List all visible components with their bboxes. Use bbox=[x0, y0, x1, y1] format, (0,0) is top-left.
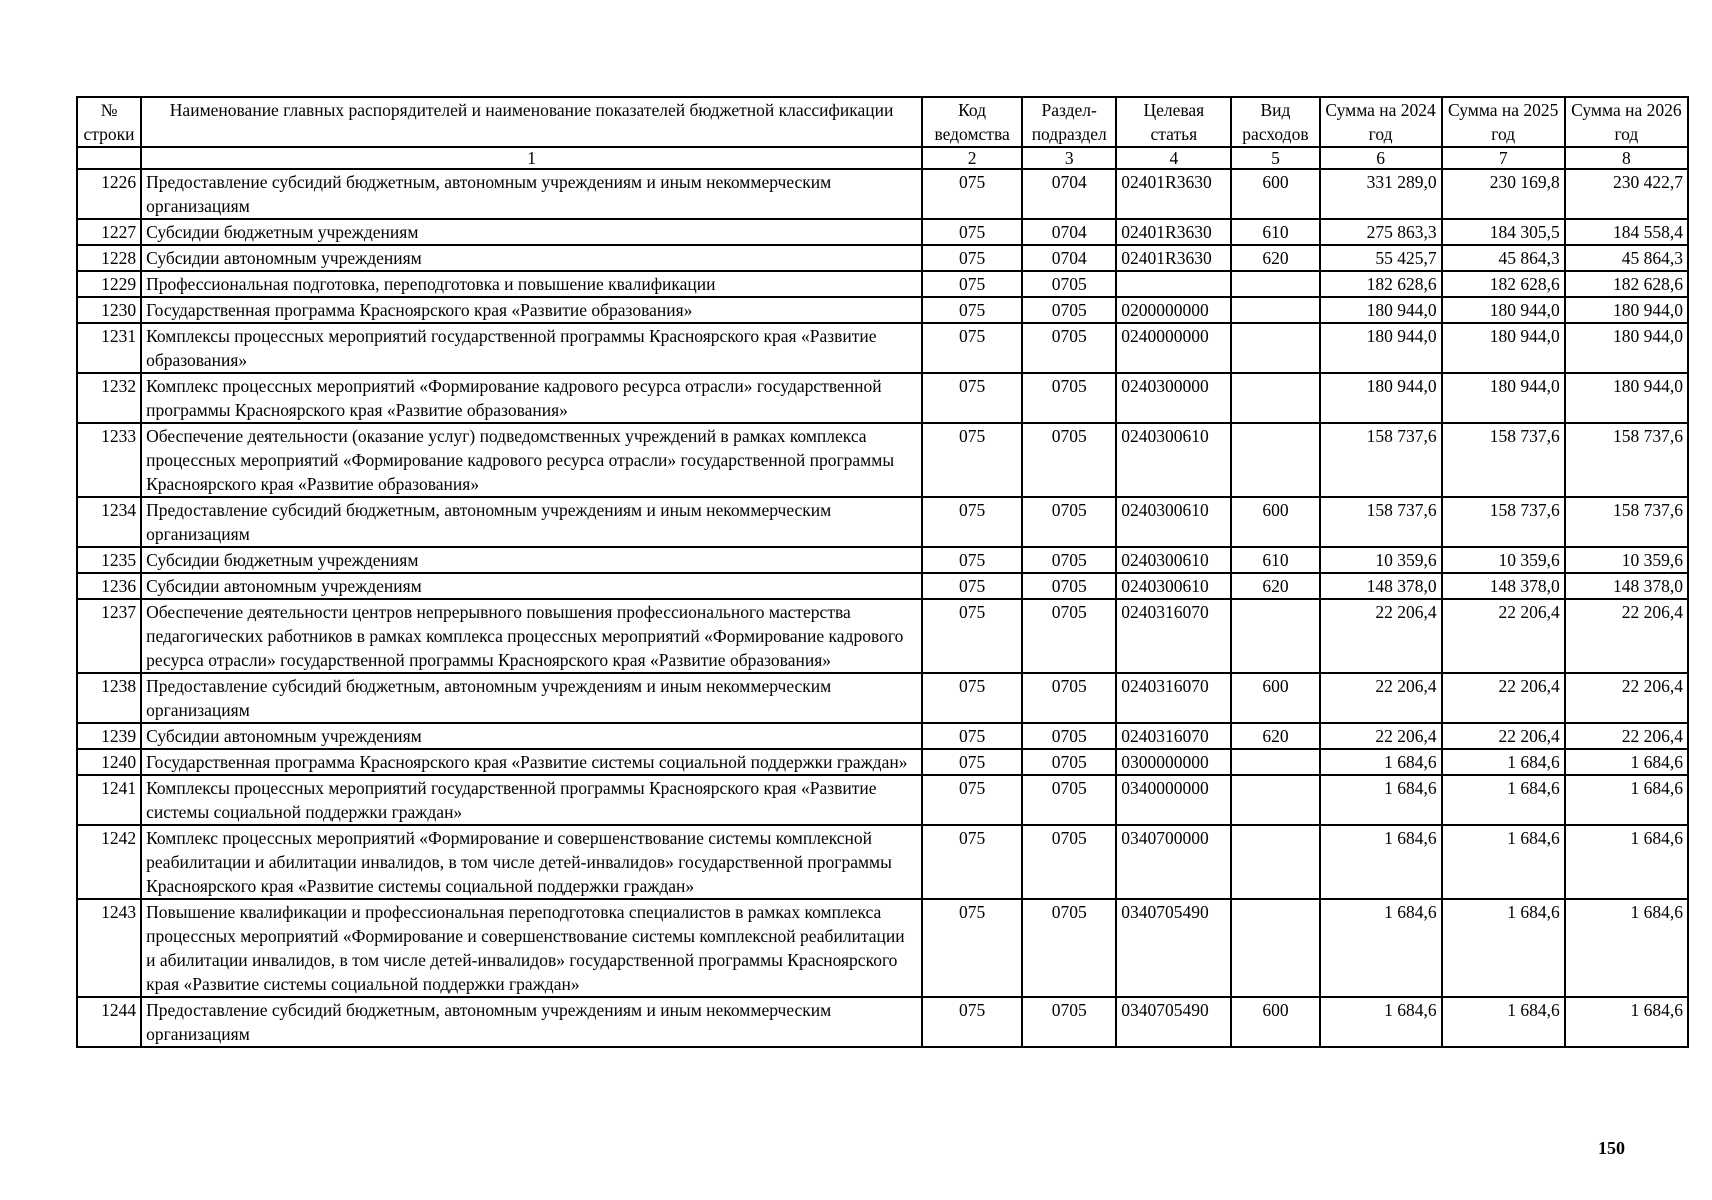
row-code: 075 bbox=[922, 547, 1022, 573]
row-section: 0705 bbox=[1022, 497, 1116, 547]
table-row bbox=[77, 297, 1688, 323]
row-section: 0705 bbox=[1022, 673, 1116, 723]
row-sum-2025: 10 359,6 bbox=[1442, 547, 1565, 573]
row-sum-2026: 180 944,0 bbox=[1565, 373, 1688, 423]
table-row bbox=[77, 497, 1688, 547]
row-name: Обеспечение деятельности (оказание услуг) подведомственных учреждений в рамках комплекса процессных мероприятий «Формирование кадрового ресурса отрасли» государственной программы Красноярского края «Развитие образования» bbox=[141, 423, 922, 497]
row-sum-2025: 230 169,8 bbox=[1442, 169, 1565, 219]
row-sum-2025: 158 737,6 bbox=[1442, 423, 1565, 497]
row-article: 0240000000 bbox=[1116, 323, 1231, 373]
row-sum-2024: 55 425,7 bbox=[1320, 245, 1442, 271]
row-sum-2026: 158 737,6 bbox=[1565, 497, 1688, 547]
row-article: 0200000000 bbox=[1116, 297, 1231, 323]
row-code: 075 bbox=[922, 775, 1022, 825]
row-sum-2026: 1 684,6 bbox=[1565, 997, 1688, 1047]
row-sum-2026: 180 944,0 bbox=[1565, 297, 1688, 323]
row-type bbox=[1231, 749, 1319, 775]
row-type bbox=[1231, 271, 1319, 297]
row-sum-2026: 184 558,4 bbox=[1565, 219, 1688, 245]
row-type: 600 bbox=[1231, 497, 1319, 547]
row-sum-2026: 45 864,3 bbox=[1565, 245, 1688, 271]
row-sum-2025: 148 378,0 bbox=[1442, 573, 1565, 599]
row-section: 0705 bbox=[1022, 573, 1116, 599]
row-number: 1227 bbox=[77, 219, 141, 245]
row-article: 0240316070 bbox=[1116, 599, 1231, 673]
row-sum-2024: 10 359,6 bbox=[1320, 547, 1442, 573]
row-number: 1229 bbox=[77, 271, 141, 297]
row-number: 1226 bbox=[77, 169, 141, 219]
row-section: 0705 bbox=[1022, 373, 1116, 423]
row-name: Комплексы процессных мероприятий государственной программы Красноярского края «Развитие системы социальной поддержки граждан» bbox=[141, 775, 922, 825]
row-sum-2026: 158 737,6 bbox=[1565, 423, 1688, 497]
row-type: 610 bbox=[1231, 219, 1319, 245]
row-article: 0240300610 bbox=[1116, 423, 1231, 497]
row-type bbox=[1231, 599, 1319, 673]
row-number: 1231 bbox=[77, 323, 141, 373]
table-row bbox=[77, 323, 1688, 373]
row-article: 0300000000 bbox=[1116, 749, 1231, 775]
header-name: Наименование главных распорядителей и наименование показателей бюджетной классификации bbox=[141, 97, 922, 147]
row-name: Государственная программа Красноярского края «Развитие системы социальной поддержки граждан» bbox=[141, 749, 922, 775]
row-name: Предоставление субсидий бюджетным, автономным учреждениям и иным некоммерческим организациям bbox=[141, 997, 922, 1047]
row-type bbox=[1231, 899, 1319, 997]
table-row bbox=[77, 673, 1688, 723]
table-row bbox=[77, 573, 1688, 599]
row-name: Субсидии бюджетным учреждениям bbox=[141, 219, 922, 245]
row-type: 610 bbox=[1231, 547, 1319, 573]
row-code: 075 bbox=[922, 497, 1022, 547]
row-section: 0704 bbox=[1022, 219, 1116, 245]
column-number: 8 bbox=[1565, 147, 1688, 169]
row-sum-2025: 1 684,6 bbox=[1442, 749, 1565, 775]
row-code: 075 bbox=[922, 219, 1022, 245]
row-code: 075 bbox=[922, 673, 1022, 723]
row-code: 075 bbox=[922, 899, 1022, 997]
header-sum-2026: Сумма на 2026 год bbox=[1565, 97, 1688, 147]
row-sum-2024: 1 684,6 bbox=[1320, 749, 1442, 775]
row-type: 620 bbox=[1231, 573, 1319, 599]
row-article: 02401R3630 bbox=[1116, 219, 1231, 245]
row-number: 1241 bbox=[77, 775, 141, 825]
row-sum-2025: 180 944,0 bbox=[1442, 373, 1565, 423]
row-sum-2026: 230 422,7 bbox=[1565, 169, 1688, 219]
row-name: Субсидии автономным учреждениям bbox=[141, 573, 922, 599]
row-code: 075 bbox=[922, 573, 1022, 599]
row-sum-2026: 10 359,6 bbox=[1565, 547, 1688, 573]
row-sum-2026: 22 206,4 bbox=[1565, 599, 1688, 673]
row-type bbox=[1231, 825, 1319, 899]
row-section: 0705 bbox=[1022, 723, 1116, 749]
row-sum-2024: 148 378,0 bbox=[1320, 573, 1442, 599]
row-article: 0240316070 bbox=[1116, 723, 1231, 749]
column-number: 5 bbox=[1231, 147, 1319, 169]
row-number: 1236 bbox=[77, 573, 141, 599]
row-name: Предоставление субсидий бюджетным, автономным учреждениям и иным некоммерческим организациям bbox=[141, 169, 922, 219]
row-sum-2024: 1 684,6 bbox=[1320, 997, 1442, 1047]
row-type bbox=[1231, 423, 1319, 497]
column-number bbox=[77, 147, 141, 169]
column-number: 7 bbox=[1442, 147, 1565, 169]
row-number: 1239 bbox=[77, 723, 141, 749]
row-section: 0705 bbox=[1022, 297, 1116, 323]
header-article: Целевая статья bbox=[1116, 97, 1231, 147]
row-sum-2026: 182 628,6 bbox=[1565, 271, 1688, 297]
row-code: 075 bbox=[922, 169, 1022, 219]
row-article: 0340705490 bbox=[1116, 997, 1231, 1047]
row-sum-2025: 1 684,6 bbox=[1442, 775, 1565, 825]
row-article: 02401R3630 bbox=[1116, 245, 1231, 271]
row-type: 620 bbox=[1231, 723, 1319, 749]
row-article: 0240300610 bbox=[1116, 573, 1231, 599]
row-code: 075 bbox=[922, 245, 1022, 271]
row-sum-2024: 182 628,6 bbox=[1320, 271, 1442, 297]
row-name: Обеспечение деятельности центров непрерывного повышения профессионального мастерства педагогических работников в рамках комплекса процессных мероприятий «Формирование кадрового ресурса отрасли» государственной программы Красноярского края «Развитие образования» bbox=[141, 599, 922, 673]
row-type bbox=[1231, 297, 1319, 323]
table-row bbox=[77, 723, 1688, 749]
row-number: 1233 bbox=[77, 423, 141, 497]
row-number: 1230 bbox=[77, 297, 141, 323]
row-code: 075 bbox=[922, 599, 1022, 673]
table-row bbox=[77, 169, 1688, 219]
table-row bbox=[77, 373, 1688, 423]
row-name: Субсидии бюджетным учреждениям bbox=[141, 547, 922, 573]
header-sum-2024: Сумма на 2024 год bbox=[1320, 97, 1442, 147]
row-article: 0240300610 bbox=[1116, 547, 1231, 573]
row-sum-2025: 22 206,4 bbox=[1442, 723, 1565, 749]
row-sum-2025: 1 684,6 bbox=[1442, 899, 1565, 997]
row-section: 0705 bbox=[1022, 547, 1116, 573]
row-sum-2026: 1 684,6 bbox=[1565, 749, 1688, 775]
row-type: 600 bbox=[1231, 997, 1319, 1047]
row-type bbox=[1231, 373, 1319, 423]
row-name: Комплекс процессных мероприятий «Формирование кадрового ресурса отрасли» государственной программы Красноярского края «Развитие образования» bbox=[141, 373, 922, 423]
row-sum-2026: 1 684,6 bbox=[1565, 825, 1688, 899]
budget-table bbox=[76, 96, 1689, 1048]
row-name: Повышение квалификации и профессиональная переподготовка специалистов в рамках комплекса процессных мероприятий «Формирование и совершенствование системы комплексной реабилитации и абилитации инвалидов, в том числе детей-инвалидов» государственной программы Красноярского края «Развитие системы социальной поддержки граждан» bbox=[141, 899, 922, 997]
row-sum-2026: 180 944,0 bbox=[1565, 323, 1688, 373]
row-section: 0705 bbox=[1022, 899, 1116, 997]
row-number: 1232 bbox=[77, 373, 141, 423]
row-name: Комплексы процессных мероприятий государственной программы Красноярского края «Развитие образования» bbox=[141, 323, 922, 373]
row-name: Комплекс процессных мероприятий «Формирование и совершенствование системы комплексной реабилитации и абилитации инвалидов, в том числе детей-инвалидов» государственной программы Красноярского края «Развитие системы социальной поддержки граждан» bbox=[141, 825, 922, 899]
row-code: 075 bbox=[922, 825, 1022, 899]
row-name: Предоставление субсидий бюджетным, автономным учреждениям и иным некоммерческим организациям bbox=[141, 497, 922, 547]
row-number: 1228 bbox=[77, 245, 141, 271]
row-code: 075 bbox=[922, 323, 1022, 373]
row-number: 1243 bbox=[77, 899, 141, 997]
row-sum-2024: 22 206,4 bbox=[1320, 599, 1442, 673]
table-row bbox=[77, 775, 1688, 825]
row-article: 0240316070 bbox=[1116, 673, 1231, 723]
row-section: 0705 bbox=[1022, 775, 1116, 825]
row-section: 0704 bbox=[1022, 245, 1116, 271]
row-code: 075 bbox=[922, 997, 1022, 1047]
row-section: 0705 bbox=[1022, 997, 1116, 1047]
table-body bbox=[77, 169, 1688, 1047]
header-row bbox=[77, 97, 1688, 147]
row-type: 600 bbox=[1231, 673, 1319, 723]
column-number: 6 bbox=[1320, 147, 1442, 169]
row-code: 075 bbox=[922, 297, 1022, 323]
table-row bbox=[77, 899, 1688, 997]
row-section: 0705 bbox=[1022, 825, 1116, 899]
header-code: Код ведомства bbox=[922, 97, 1022, 147]
row-sum-2024: 180 944,0 bbox=[1320, 373, 1442, 423]
row-article: 0340000000 bbox=[1116, 775, 1231, 825]
row-type bbox=[1231, 323, 1319, 373]
row-sum-2026: 22 206,4 bbox=[1565, 673, 1688, 723]
table-row bbox=[77, 599, 1688, 673]
header-type: Вид расходов bbox=[1231, 97, 1319, 147]
row-sum-2025: 1 684,6 bbox=[1442, 825, 1565, 899]
row-number: 1242 bbox=[77, 825, 141, 899]
row-sum-2025: 1 684,6 bbox=[1442, 997, 1565, 1047]
row-number: 1240 bbox=[77, 749, 141, 775]
page-number: 150 bbox=[1598, 1138, 1625, 1158]
row-number: 1234 bbox=[77, 497, 141, 547]
header-num: № строки bbox=[77, 97, 141, 147]
row-sum-2026: 1 684,6 bbox=[1565, 775, 1688, 825]
row-sum-2024: 1 684,6 bbox=[1320, 899, 1442, 997]
column-number: 3 bbox=[1022, 147, 1116, 169]
table-row bbox=[77, 825, 1688, 899]
row-article: 0340700000 bbox=[1116, 825, 1231, 899]
table-row bbox=[77, 219, 1688, 245]
row-sum-2024: 158 737,6 bbox=[1320, 497, 1442, 547]
row-sum-2024: 1 684,6 bbox=[1320, 775, 1442, 825]
row-sum-2025: 180 944,0 bbox=[1442, 297, 1565, 323]
row-type bbox=[1231, 775, 1319, 825]
row-sum-2024: 22 206,4 bbox=[1320, 673, 1442, 723]
row-sum-2025: 180 944,0 bbox=[1442, 323, 1565, 373]
row-sum-2025: 158 737,6 bbox=[1442, 497, 1565, 547]
column-number: 2 bbox=[922, 147, 1022, 169]
column-number: 4 bbox=[1116, 147, 1231, 169]
row-name: Государственная программа Красноярского края «Развитие образования» bbox=[141, 297, 922, 323]
row-section: 0705 bbox=[1022, 749, 1116, 775]
header-section: Раздел-подраздел bbox=[1022, 97, 1116, 147]
row-sum-2024: 275 863,3 bbox=[1320, 219, 1442, 245]
row-number: 1244 bbox=[77, 997, 141, 1047]
row-section: 0705 bbox=[1022, 271, 1116, 297]
row-name: Профессиональная подготовка, переподготовка и повышение квалификации bbox=[141, 271, 922, 297]
row-name: Субсидии автономным учреждениям bbox=[141, 723, 922, 749]
row-sum-2025: 22 206,4 bbox=[1442, 673, 1565, 723]
row-name: Субсидии автономным учреждениям bbox=[141, 245, 922, 271]
row-sum-2026: 148 378,0 bbox=[1565, 573, 1688, 599]
row-sum-2024: 158 737,6 bbox=[1320, 423, 1442, 497]
row-section: 0705 bbox=[1022, 323, 1116, 373]
row-sum-2024: 180 944,0 bbox=[1320, 323, 1442, 373]
row-sum-2024: 1 684,6 bbox=[1320, 825, 1442, 899]
row-number: 1237 bbox=[77, 599, 141, 673]
row-article: 0240300610 bbox=[1116, 497, 1231, 547]
row-code: 075 bbox=[922, 271, 1022, 297]
table-row bbox=[77, 271, 1688, 297]
row-type: 600 bbox=[1231, 169, 1319, 219]
table-row bbox=[77, 749, 1688, 775]
row-article: 0340705490 bbox=[1116, 899, 1231, 997]
header-sum-2025: Сумма на 2025 год bbox=[1442, 97, 1565, 147]
row-sum-2024: 331 289,0 bbox=[1320, 169, 1442, 219]
row-sum-2026: 1 684,6 bbox=[1565, 899, 1688, 997]
row-article: 02401R3630 bbox=[1116, 169, 1231, 219]
row-article bbox=[1116, 271, 1231, 297]
row-type: 620 bbox=[1231, 245, 1319, 271]
row-sum-2025: 45 864,3 bbox=[1442, 245, 1565, 271]
row-code: 075 bbox=[922, 723, 1022, 749]
table-row bbox=[77, 423, 1688, 497]
row-article: 0240300000 bbox=[1116, 373, 1231, 423]
table-row bbox=[77, 997, 1688, 1047]
row-number: 1235 bbox=[77, 547, 141, 573]
row-sum-2024: 180 944,0 bbox=[1320, 297, 1442, 323]
row-code: 075 bbox=[922, 423, 1022, 497]
column-number: 1 bbox=[141, 147, 922, 169]
table-row bbox=[77, 547, 1688, 573]
row-name: Предоставление субсидий бюджетным, автономным учреждениям и иным некоммерческим организациям bbox=[141, 673, 922, 723]
row-sum-2026: 22 206,4 bbox=[1565, 723, 1688, 749]
column-number-row bbox=[77, 147, 1688, 169]
row-number: 1238 bbox=[77, 673, 141, 723]
row-code: 075 bbox=[922, 749, 1022, 775]
row-sum-2025: 182 628,6 bbox=[1442, 271, 1565, 297]
row-section: 0705 bbox=[1022, 423, 1116, 497]
table-row bbox=[77, 245, 1688, 271]
row-section: 0704 bbox=[1022, 169, 1116, 219]
row-section: 0705 bbox=[1022, 599, 1116, 673]
row-sum-2025: 184 305,5 bbox=[1442, 219, 1565, 245]
row-sum-2024: 22 206,4 bbox=[1320, 723, 1442, 749]
row-code: 075 bbox=[922, 373, 1022, 423]
row-sum-2025: 22 206,4 bbox=[1442, 599, 1565, 673]
